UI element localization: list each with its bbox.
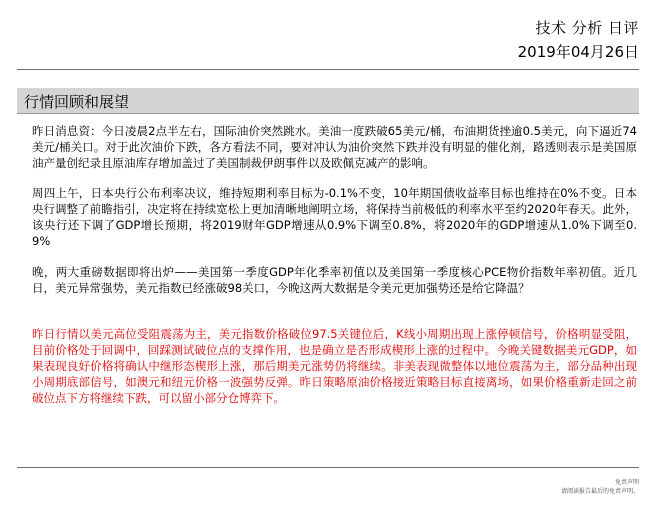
paragraph-market-review: 昨日行情以美元高位受阻震荡为主，美元指数价格破位97.5关键位后，K线小周期出现上涨停顿信号，价格明显受阻，目前价格处于回调中，回踩测试破位点的支撑作用，也是确立是否形成楔形上涨的过程中。今晚关键数据美元GDP，如果表现良好价格将确认中继形态楔形上涨，那后期美元涨势仍将继续。非美表现微整体以地位震荡为主，部分品种出现小周期底部信号，如澳元和纽元价格一波强势反弹。昨日策略原油价格接近策略目标直接离场，如果价格重新走回之前破位点下方将继续下跌，可以留小部分仓博弈下。 xyxy=(32,327,637,405)
disclaimer xyxy=(561,478,639,496)
section-title: 行情回顾和展望 xyxy=(24,93,130,111)
paragraph-us-data-outlook: 晚，两大重磅数据即将出炉——美国第一季度GDP年化季率初值以及美国第一季度核心PCE物价指数年率初值。近几日，美元异常强势，美元指数已经涨破98关口，今晚这两大数据是令美元更加强势还是给它降温？ xyxy=(32,265,637,295)
header-divider xyxy=(17,69,639,70)
paragraph-boj-decision: 周四上午，日本央行公布利率决议，维持短期利率目标为-0.1%不变，10年期国债收益率目标也维持在0%不变。日本央行调整了前瞻指引，决定将在持续宽松上更加清晰地阐明立场，将保持当前极低的利率水平至约2020年春天。此外，该央行还下调了GDP增长预期，将2019财年GDP增速从0.9%下调至0.8%，将2020年的GDP增速从1.0%下调至0.9% xyxy=(32,186,637,248)
disclaimer-title: 免责声明 xyxy=(614,479,639,486)
footer-divider xyxy=(17,467,639,468)
report-type-header: 技术 分析 日评 xyxy=(535,19,639,37)
disclaimer-text: 请阅读报告最后的免责声明。 xyxy=(560,488,639,495)
paragraph-news-summary: 昨日消息资：今日凌晨2点半左右，国际油价突然跳水。美油一度跌破65美元/桶，布油期货挫逾0.5美元，向下逼近74美元/桶关口。对于此次油价下跌，各方看法不同，要对冲认为油价突然下跌并没有明显的催化剂，路透则表示是美国原油产量创纪录且原油库存增加盖过了美国制裁伊朗事件以及欧佩克减产的影响。 xyxy=(32,124,637,170)
section-header-bar xyxy=(17,88,639,114)
report-date: 2019年04月26日 xyxy=(517,43,639,61)
